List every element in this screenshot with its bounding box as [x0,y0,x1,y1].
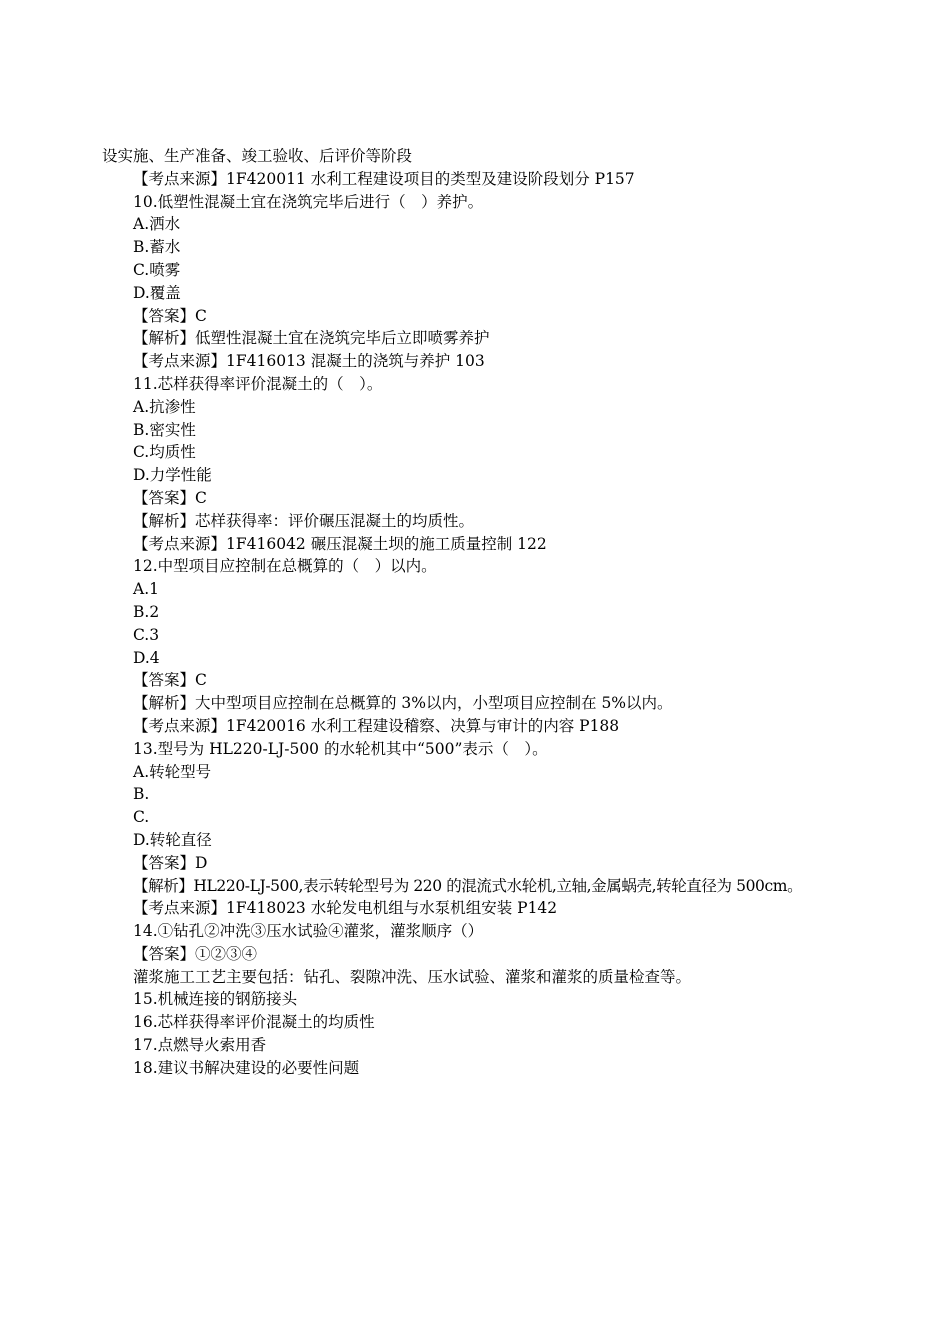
text-line: B.2 [133,602,160,621]
text-line: C.3 [133,625,160,644]
text-line: 设实施、生产准备、竣工验收、后评价等阶段 [102,147,413,165]
text-line: 18.建议书解决建设的必要性问题 [133,1058,360,1077]
text-line: 【解析】大中型项目应控制在总概算的 3%以内，小型项目应控制在 5%以内。 [133,694,673,713]
text-line: 【考点来源】1F418023 水轮发电机组与水泵机组安装 P142 [133,899,558,918]
text-line: 12.中型项目应控制在总概算的（ ）以内。 [133,557,437,576]
text-line: C. [133,808,150,827]
text-line: A.洒水 [133,215,181,234]
text-line: 【考点来源】1F420016 水利工程建设稽察、决算与审计的内容 P188 [133,716,620,735]
text-line: 11.芯样获得率评价混凝土的（ ）。 [133,374,383,393]
text-line: A.抗渗性 [133,397,196,416]
text-line: 【解析】低塑性混凝土宜在浇筑完毕后立即喷雾养护 [133,329,490,348]
text-line: C.均质性 [133,443,196,462]
text-line: 灌浆施工工艺主要包括：钻孔、裂隙冲洗、压水试验、灌浆和灌浆的质量检查等。 [133,967,692,986]
text-line: 【答案】C [133,488,207,507]
text-line: C.喷雾 [133,260,181,279]
text-line: 【答案】①②③④ [133,944,258,963]
text-line: 【考点来源】1F416013 混凝土的浇筑与养护 103 [133,352,485,371]
text-line: 【答案】D [133,853,208,872]
text-line: D.力学性能 [133,466,212,485]
text-line: A.转轮型号 [133,762,212,781]
text-line: 13.型号为 HL220-LJ-500 的水轮机其中“500”表示（ ）。 [133,739,548,758]
text-line: 16.芯样获得率评价混凝土的均质性 [133,1013,375,1032]
text-line: 14.①钻孔②冲洗③压水试验④灌浆，灌浆顺序（） [133,922,484,941]
text-line: D.转轮直径 [133,830,212,849]
text-line: 10.低塑性混凝土宜在浇筑完毕后进行（ ）养护。 [133,192,484,211]
text-line: 【答案】C [133,306,207,325]
text-line: 【考点来源】1F416042 碾压混凝土坝的施工质量控制 122 [133,534,547,553]
text-line: B.密实性 [133,420,196,439]
text-line: 【解析】芯样获得率：评价碾压混凝土的均质性。 [133,511,475,530]
text-line: 【答案】C [133,671,207,690]
text-line: D.覆盖 [133,283,181,302]
text-line: 【解析】HL220-LJ-500,表示转轮型号为 220 的混流式水轮机,立轴,金属蜗壳,转轮直径为 500cm。 [133,876,803,895]
text-line: B. [133,785,150,804]
text-line: A.1 [133,580,159,599]
document-body [102,145,902,1080]
text-line: 17.点燃导火索用香 [133,1036,267,1055]
text-line: D.4 [133,648,160,667]
text-line: 15.机械连接的钢筋接头 [133,990,298,1009]
text-line: B.蓄水 [133,238,181,257]
text-line: 【考点来源】1F420011 水利工程建设项目的类型及建设阶段划分 P157 [133,169,635,188]
